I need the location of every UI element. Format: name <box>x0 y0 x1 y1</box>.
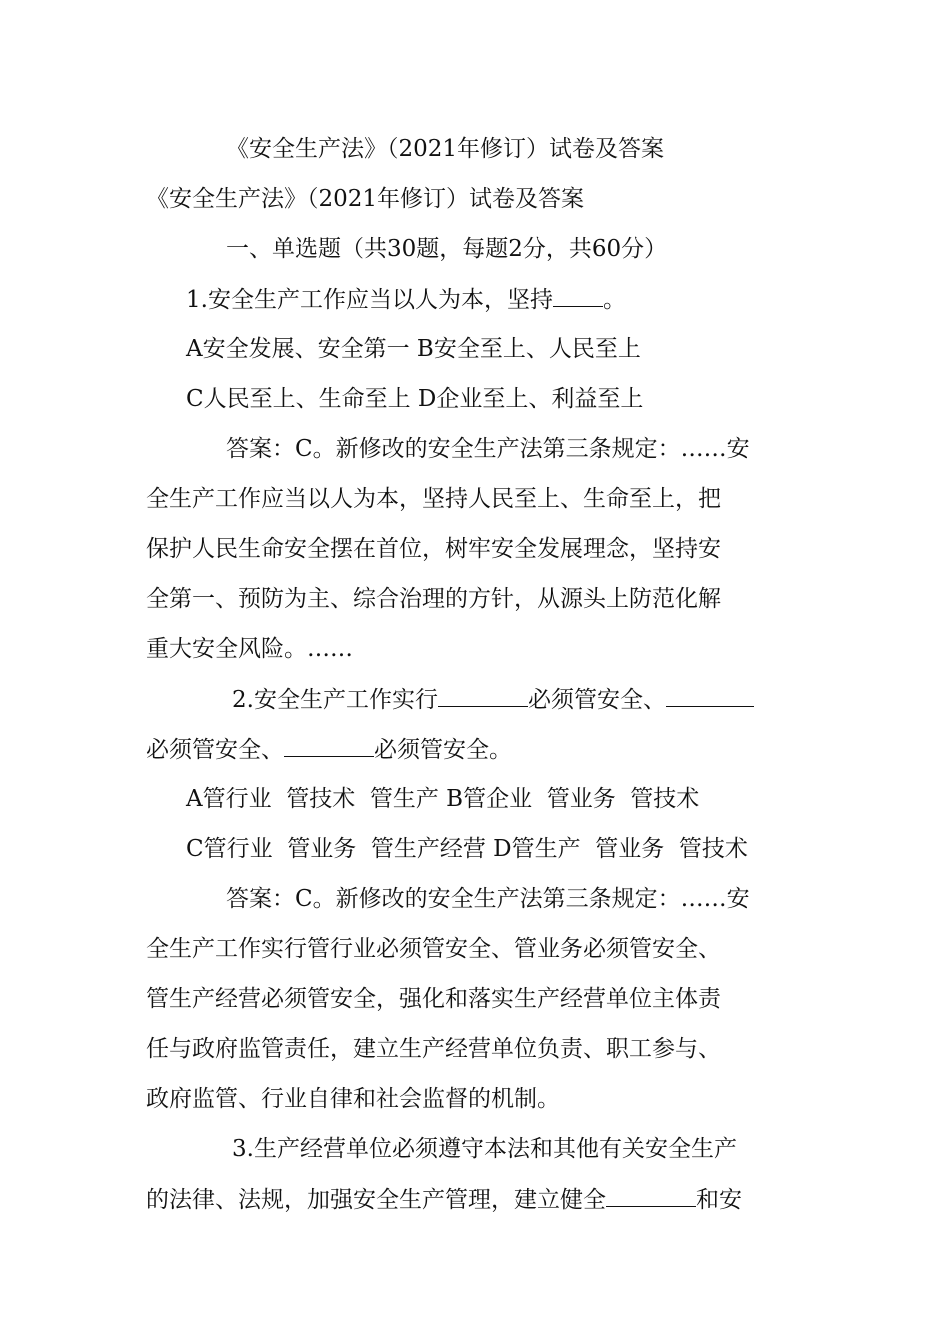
question-1-answer-line: 重大安全风险。…… <box>146 636 353 662</box>
question-2-blank-3 <box>284 734 374 757</box>
question-3-stem-line-1: 3.生产经营单位必须遵守本法和其他有关安全生产 <box>232 1136 737 1162</box>
question-3-stem-text: 和安 <box>696 1187 742 1213</box>
question-2-blank-1 <box>438 684 528 707</box>
question-2-stem-line-1 <box>0 684 950 715</box>
question-2-answer-line: 答案：C。新修改的安全生产法第三条规定：……安 <box>226 886 750 912</box>
question-2-stem-line-2 <box>0 734 950 765</box>
question-1-answer-line: 答案：C。新修改的安全生产法第三条规定：……安 <box>226 436 750 462</box>
question-2-stem-text: 必须管安全、 <box>146 737 284 763</box>
question-1-stem <box>0 284 950 315</box>
question-1-answer-line: 保护人民生命安全摆在首位，树牢安全发展理念，坚持安 <box>146 536 721 562</box>
document-title: 《安全生产法》（2021年修订）试卷及答案 <box>146 186 585 212</box>
question-2-options-ab: A管行业 管技术 管生产 B管企业 管业务 管技术 <box>186 786 700 812</box>
section-heading: 一、单选题（共30题，每题2分，共60分） <box>226 236 668 262</box>
question-2-stem-text: 必须管安全、 <box>527 687 666 713</box>
question-2-stem-text: 必须管安全。 <box>374 737 512 763</box>
question-3-stem-line-2 <box>0 1184 950 1215</box>
question-1-stem-end: 。 <box>602 287 626 313</box>
question-1-stem-text: 1.安全生产工作应当以人为本，坚持 <box>186 287 553 313</box>
question-2-answer-line: 全生产工作实行管行业必须管安全、管业务必须管安全、 <box>146 936 721 962</box>
question-2-stem-text: 2.安全生产工作实行 <box>232 687 438 713</box>
question-3-blank <box>606 1184 696 1207</box>
question-3-stem-text: 的法律、法规，加强安全生产管理，建立健全 <box>146 1187 606 1213</box>
document-header-title: 《安全生产法》（2021年修订）试卷及答案 <box>226 136 665 162</box>
question-2-options-cd: C管行业 管业务 管生产经营 D管生产 管业务 管技术 <box>186 836 748 862</box>
question-2-answer-line: 政府监管、行业自律和社会监督的机制。 <box>146 1086 560 1112</box>
question-1-answer-line: 全生产工作应当以人为本，坚持人民至上、生命至上，把 <box>146 486 721 512</box>
question-2-answer-line: 任与政府监管责任，建立生产经营单位负责、职工参与、 <box>146 1036 721 1062</box>
question-2-answer-line: 管生产经营必须管安全，强化和落实生产经营单位主体责 <box>146 986 721 1012</box>
question-1-options-cd: C人民至上、生命至上 D企业至上、利益至上 <box>186 386 644 412</box>
question-1-options-ab: A安全发展、安全第一 B安全至上、人民至上 <box>186 336 641 362</box>
question-1-answer-line: 全第一、预防为主、综合治理的方针，从源头上防范化解 <box>146 586 721 612</box>
question-2-blank-2 <box>666 684 754 707</box>
question-1-blank <box>553 284 603 307</box>
